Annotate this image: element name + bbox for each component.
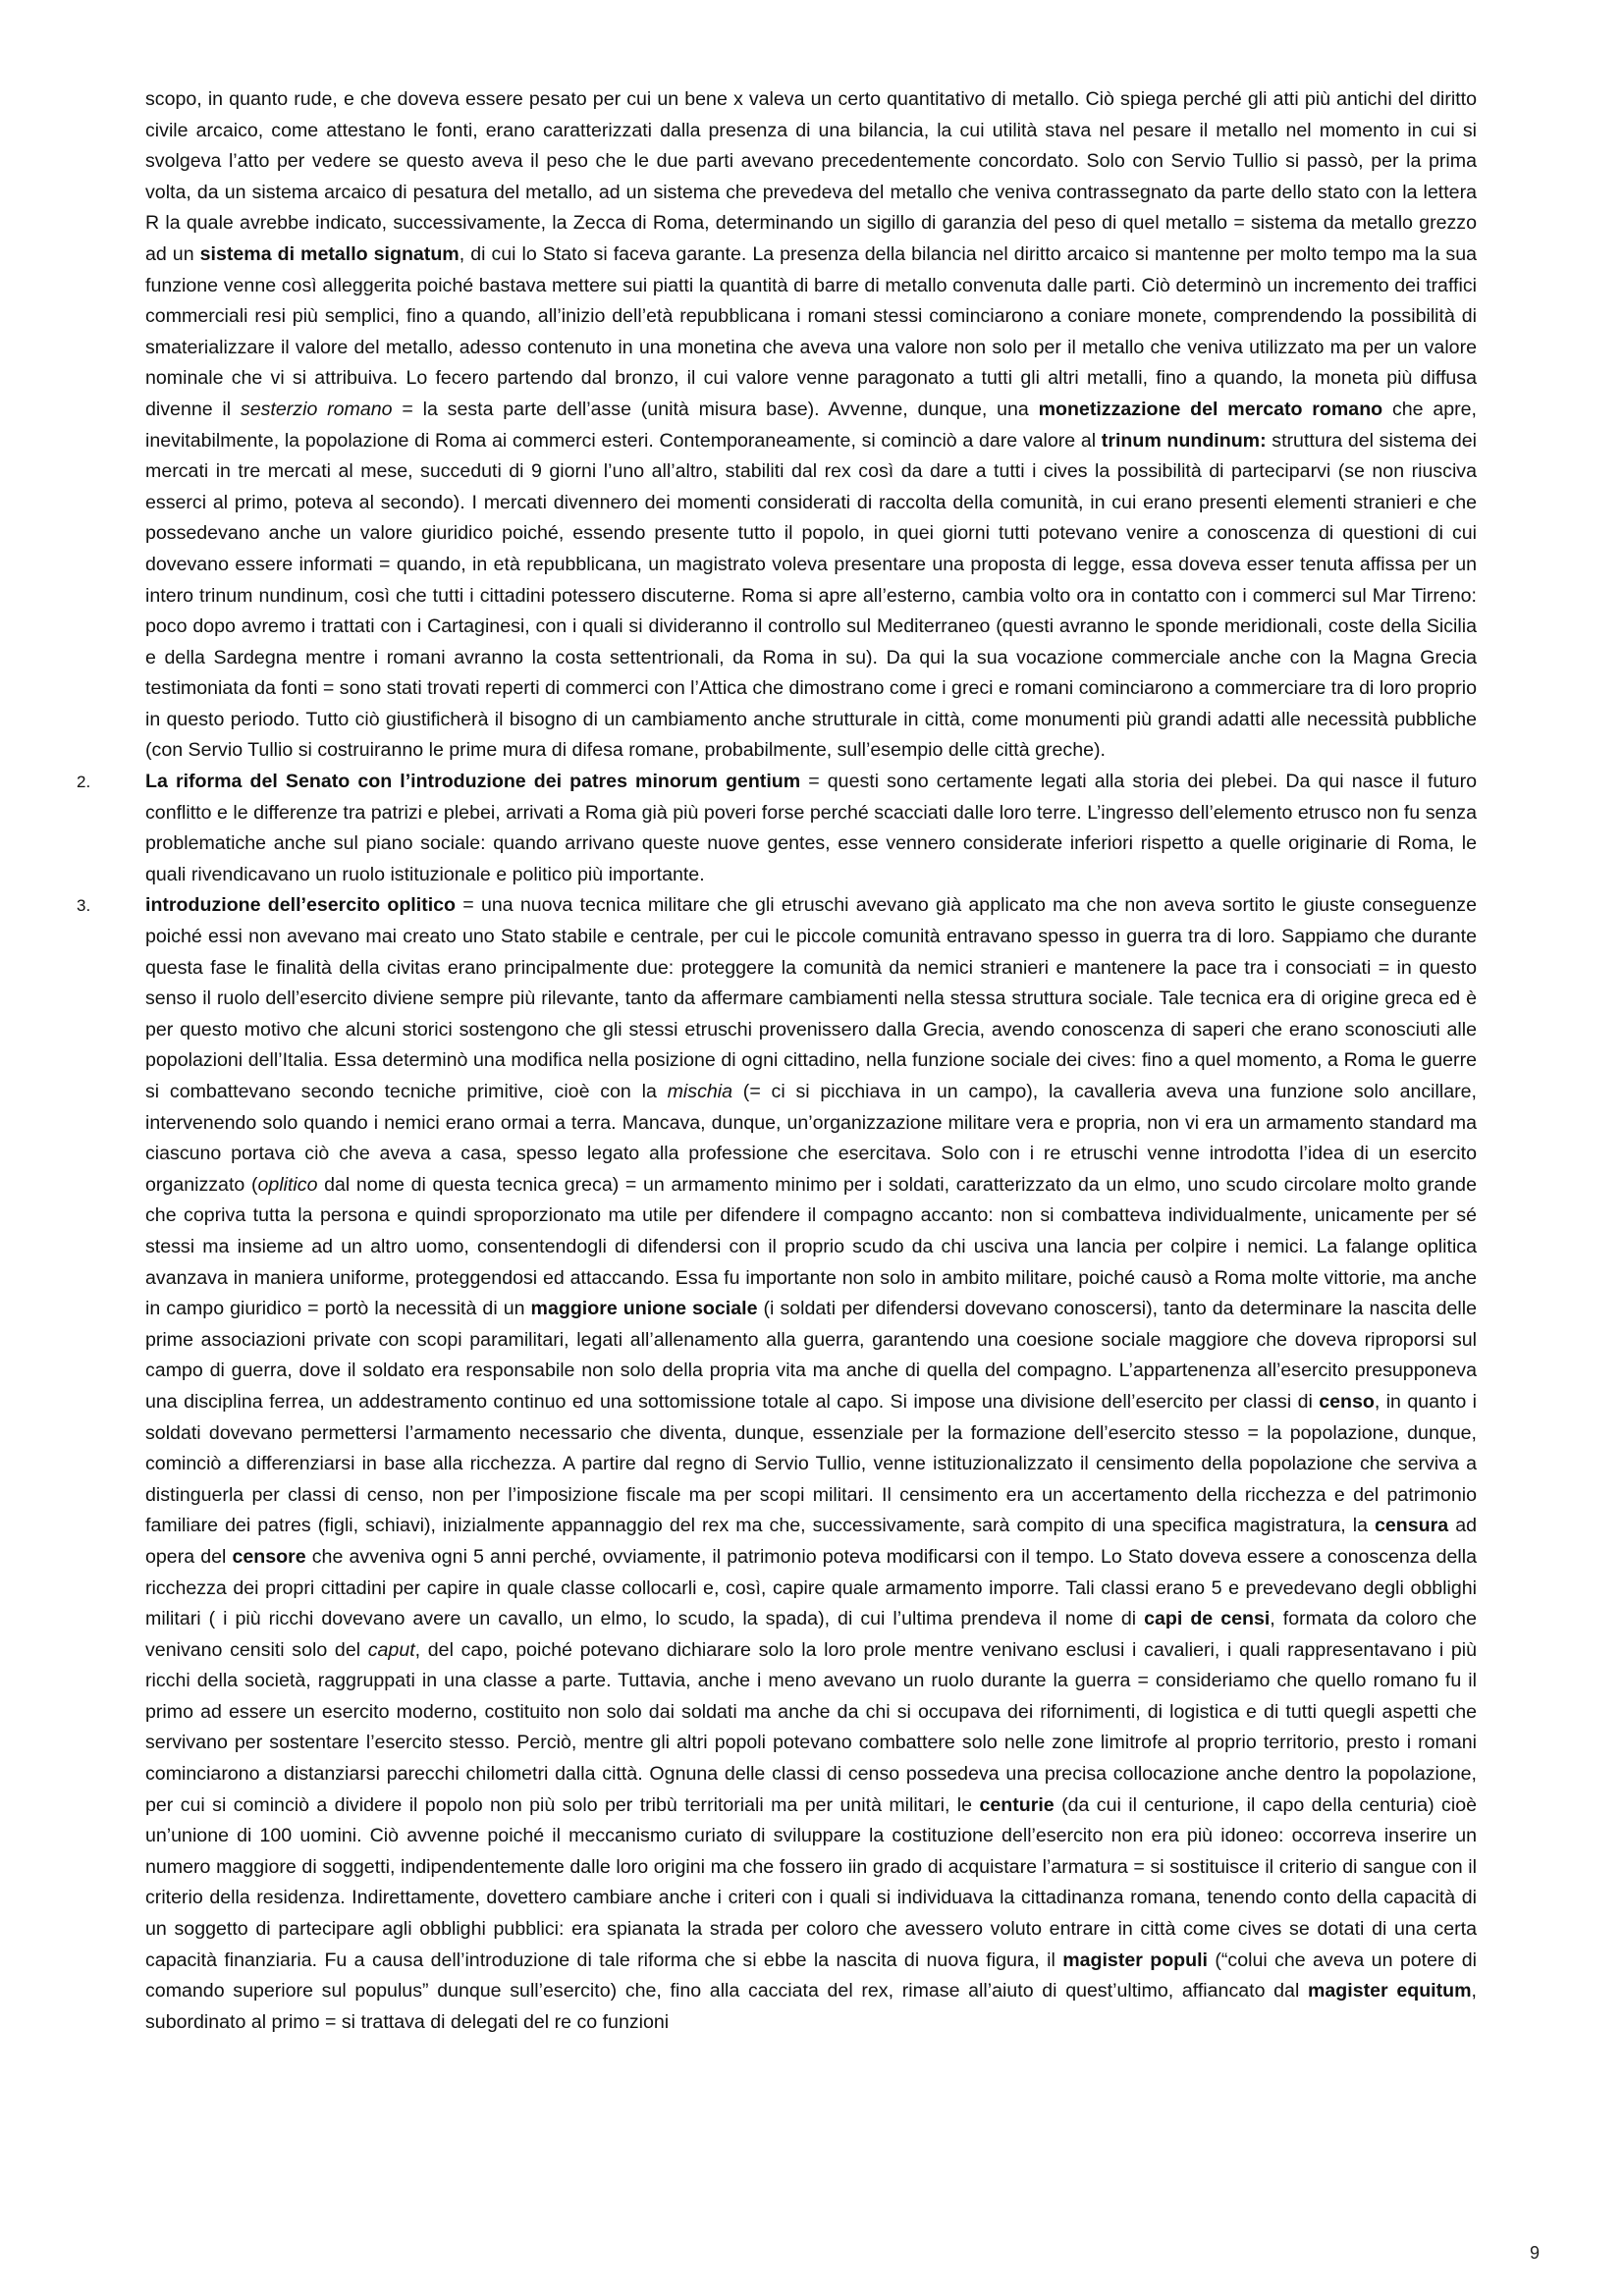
text-run: (da cui il centurione, il capo della centuria) cioè un’unione di 100 uomini. Ciò avvenne poiché il meccanismo curiato di sviluppare la costituzione dell’esercito non era più idoneo: occorreva inserire un numero maggiore di soggetti, indipendentemente dalle loro origini ma che fossero iin grado di acquistare l’armatura = si sostituisce il criterio di sangue con il criterio della residenza. Indirettamente, dovettero cambiare anche i criteri con i quali si individuava la cittadinanza romana, tenendo conto della capacità di un soggetto di partecipare agli obblighi pubblici: era spianata la strada per coloro che avessero voluto entrare in città come cives se dotati di una certa capacità finanziaria. Fu a causa dell’introduzione di tale riforma che si ebbe la nascita di nuova figura, il bbox=[145, 1793, 1477, 1971]
bold-text: censura bbox=[1375, 1515, 1449, 1537]
bold-text: centurie bbox=[979, 1793, 1055, 1816]
bold-text: maggiore unione sociale bbox=[530, 1298, 758, 1320]
text-run: che apre, inevitabilmente, la popolazione di Roma ai commerci esteri. Contemporaneamente, si cominciò a dare valore al bbox=[145, 398, 1477, 452]
text-run: (= ci si picchiava in un campo), la cavalleria aveva una funzione solo ancillare, intervenendo solo quando i nemici erano ormai a terra. Mancava, dunque, un’organizzazione militare vera e propria, non vi era un armamento standard ma ciascuno portava ciò che aveva a casa, spesso legato alla professione che esercitava. Solo con i re etruschi venne introdotta l’idea di un esercito organizzato ( bbox=[145, 1081, 1477, 1196]
text-run: , formata da coloro che venivano censiti solo del bbox=[145, 1608, 1477, 1661]
bold-text: monetizzazione del mercato romano bbox=[1038, 398, 1383, 420]
text-run: dal nome di questa tecnica greca) = un armamento minimo per i soldati, caratterizzato da un elmo, uno scudo circolare molto grande che copriva tutta la persona e quindi sproporzionato ma utile per difendere il compagno accanto: non si combatteva individualmente, unicamente per sé stessi ma insieme ad un altro uomo, consentendogli di difendersi con il proprio scudo da chi usciva una lancia per colpire i nemici. La falange oplitica avanzava in maniera uniforme, proteggendosi ed attaccando. Essa fu importante non solo in ambito militare, poiché causò a Roma molte vittorie, ma anche in campo giuridico = portò la necessità di un bbox=[145, 1173, 1477, 1320]
bold-text: magister equitum bbox=[1307, 1980, 1472, 2002]
text-run: scopo, in quanto rude, e che doveva essere pesato per cui un bene x valeva un certo quantitativo di metallo. Ciò spiega perché gli atti più antichi del diritto civile arcaico, come attestano le fonti, erano caratterizzati dalla presenza di una bilancia, la cui utilità stava nel pesare il metallo nel momento in cui si svolgeva l’atto per vedere se questo aveva il peso che le due parti avevano precedentemente concordato. Solo con Servio Tullio si passò, per la prima volta, da un sistema arcaico di pesatura del metallo, ad un sistema che prevedeva del metallo che veniva contrassegnato da parte dello stato con la lettera R la quale avrebbe indicato, successivamente, la Zecca di Roma, determinando un sigillo di garanzia del peso di quel metallo = sistema da metallo grezzo ad un bbox=[145, 88, 1477, 265]
text-run: = una nuova tecnica militare che gli etruschi avevano già applicato ma che non aveva sortito le giuste conseguenze poiché essi non avevano mai creato uno Stato stabile e centrale, per cui le piccole comunità entravano spesso in guerra tra di loro. Sappiamo che durante questa fase le finalità della civitas erano principalmente due: proteggere la comunità da nemici stranieri e mantenere la pace tra i consociati = in questo senso il ruolo dell’esercito diviene sempre più rilevante, tanto da affermare cambiamenti nella stessa struttura sociale. Tale tecnica era di origine greca ed è per questo motivo che alcuni storici sostengono che gli stessi etruschi provenissero dalla Grecia, avendo conoscenza di saperi che erano sconosciuti alle popolazioni dell’Italia. Essa determinò una modifica nella posizione di ogni cittadino, nella funzione sociale dei cives: fino a quel momento, a Roma le guerre si combattevano secondo tecniche primitive, cioè con la bbox=[145, 894, 1477, 1102]
text-run: (i soldati per difendersi dovevano conoscersi), tanto da determinare la nascita delle prime associazioni private con scopi paramilitari, legati all’allenamento alla guerra, garantendo una coesione sociale maggiore che doveva riproporsi sul campo di guerra, dove il soldato era responsabile non solo della propria vita ma anche di quella del compagno. L’appartenenza all’esercito presupponeva una disciplina ferrea, un addestramento continuo ed una sottomissione totale al capo. Si impose una divisione dell’esercito per classi di bbox=[145, 1298, 1477, 1413]
intro-paragraph bbox=[145, 84, 1477, 767]
bold-text: trinum nundinum: bbox=[1101, 429, 1267, 452]
text-run: , del capo, poiché potevano dichiarare solo la loro prole mentre venivano esclusi i cavalieri, i quali rappresentavano i più ricchi della società, raggruppati in una classe a parte. Tuttavia, anche i meno avevano un ruolo durante la guerra = consideriamo che quello romano fu il primo ad essere un esercito moderno, costituito non solo dai soldati ma anche da chi si occupava dei rifornimenti, di logistica e di tutti quegli aspetti che servivano per sostentare l’esercito stesso. Perciò, mentre gli altri popoli potevano combattere solo nelle zone limitrofe al proprio territorio, presto i romani cominciarono a distanziarsi parecchi chilometri dalla città. Ognuna delle classi di censo possedeva una precisa collocazione anche dentro la popolazione, per cui si cominciò a dividere il popolo non più solo per tribù territoriali ma per unità militari, le bbox=[145, 1638, 1477, 1816]
text-run: struttura del sistema dei mercati in tre mercati al mese, succeduti di 9 giorni l’uno all’altro, stabiliti dal rex così da dare a tutti i cives la possibilità di parteciparvi (se non riusciva esserci al primo, poteva al secondo). I mercati divennero dei momenti considerati di raccolta della comunità, in cui erano presenti elementi stranieri e che possedevano anche un valore giuridico poiché, essendo presente tutto il popolo, in quei giorni tutti potevano venire a conoscenza di questioni di cui dovevano essere informati = quando, in età repubblicana, un magistrato voleva presentare una proposta di legge, essa doveva esser tenuta affissa per un intero trinum nundinum, così che tutti i cittadini potessero discuterne. Roma si apre all’esterno, cambia volto ora in contatto con i commerci sul Mar Tirreno: poco dopo avremo i trattati con i Cartaginesi, con i quali si divideranno il controllo sul Mediterraneo (questi avranno le sponde meridionali, coste della Sicilia e della Sardegna mentre i romani avranno la costa settentrionali, da Roma in su). Da qui la sua vocazione commerciale anche con la Magna Grecia testimoniata da fonti = sono stati trovati reperti di commerci con l’Attica che dimostrano come i greci e romani cominciarono a commerciare tra di loro proprio in questo periodo. Tutto ciò giustificherà il bisogno di un cambiamento anche strutturale in città, come monumenti più grandi adatti alle necessità pubbliche (con Servio Tullio si costruiranno le prime mura di difesa romane, probabilmente, sull’esempio delle città greche). bbox=[145, 429, 1477, 762]
bold-text: magister populi bbox=[1062, 1949, 1208, 1971]
bold-text: censore bbox=[232, 1545, 306, 1568]
bold-text: La riforma del Senato con l’introduzione dei patres minorum gentium bbox=[145, 771, 801, 793]
list-item-text bbox=[145, 890, 1477, 2038]
italic-text: sesterzio romano bbox=[240, 398, 393, 420]
bold-text: sistema di metallo signatum bbox=[199, 242, 460, 265]
bold-text: censo bbox=[1319, 1390, 1375, 1413]
text-run: = la sesta parte dell’asse (unità misura base). Avvenne, dunque, una bbox=[392, 398, 1039, 420]
text-run: , di cui lo Stato si faceva garante. La presenza della bilancia nel diritto arcaico si mantenne per molto tempo ma la sua funzione venne così alleggerita poiché bastava mettere sui piatti la quantità di barre di metallo convenuta dalle parti. Ciò determinò un incremento dei traffici commerciali resi più semplici, fino a quando, all’inizio dell’età repubblicana i romani stessi cominciarono a coniare monete, comprendendo la possibilità di smaterializzare il valore del metallo, adesso contenuto in una monetina che aveva una valore non solo per il metallo che veniva utilizzato ma per un valore nominale che vi si attribuiva. Lo fecero partendo dal bronzo, il cui valore venne paragonato a tutti gli altri metalli, fino a quando, la moneta più diffusa divenne il bbox=[145, 242, 1477, 420]
text-run: = questi sono certamente legati alla storia dei plebei. Da qui nasce il futuro conflitto e le differenze tra patrizi e plebei, arrivati a Roma già più poveri forse perché scacciati dalle loro terre. L’ingresso dell’elemento etrusco non fu senza problematiche anche sul piano sociale: quando arrivano queste nuove gentes, esse vennero considerate inferiori rispetto a quelle originarie di Roma, le quali rivendicavano un ruolo istituzionale e politico più importante. bbox=[145, 771, 1478, 885]
list-item bbox=[77, 890, 1478, 2038]
italic-text: caput bbox=[367, 1638, 415, 1661]
italic-text: mischia bbox=[667, 1081, 733, 1102]
text-run: (“colui che aveva un potere di comando superiore sul populus” dunque sull’esercito) che, fino alla cacciata del rex, rimase all’aiuto di quest’ultimo, affiancato dal bbox=[145, 1949, 1477, 2002]
text-run: , subordinato al primo = si trattava di delegati del re co funzioni bbox=[145, 1980, 1477, 2033]
list-item-text bbox=[145, 767, 1477, 890]
text-run: ad opera del bbox=[145, 1515, 1477, 1568]
text-run: , in quanto i soldati dovevano permettersi l’armamento necessario che diventa, dunque, essenziale per la formazione dell’esercito stesso = la popolazione, dunque, cominciò a differenziarsi in base alla ricchezza. A partire dal regno di Servio Tullio, venne istituzionalizzato il censimento della popolazione che serviva a distinguerla per classi di censo, non per l’imposizione fiscale ma per scopi militari. Il censimento era un accertamento della ricchezza e del patrimonio familiare dei patres (figli, schiavi), inizialmente appannaggio del rex ma che, successivamente, sarà compito di una specifica magistratura, la bbox=[145, 1390, 1478, 1537]
list-number: 3. bbox=[77, 896, 91, 916]
text-run: che avveniva ogni 5 anni perché, ovviamente, il patrimonio poteva modificarsi con il tempo. Lo Stato doveva essere a conoscenza della ricchezza dei propri cittadini per capire in quale classe collocarli e, così, capire quale armamento imporre. Tali classi erano 5 e prevedevano degli obblighi militari ( i più ricchi dovevano avere un cavallo, un elmo, lo scudo, la spada), di cui l’ultima prendeva il nome di bbox=[145, 1545, 1477, 1630]
bold-text: capi de censi bbox=[1144, 1608, 1271, 1630]
bold-text: introduzione dell’esercito oplitico bbox=[145, 894, 457, 917]
list-number: 2. bbox=[77, 773, 91, 792]
body-text bbox=[77, 84, 1478, 2038]
page-number: 9 bbox=[1530, 2243, 1541, 2263]
italic-text: oplitico bbox=[257, 1173, 318, 1196]
list-item bbox=[77, 767, 1478, 890]
